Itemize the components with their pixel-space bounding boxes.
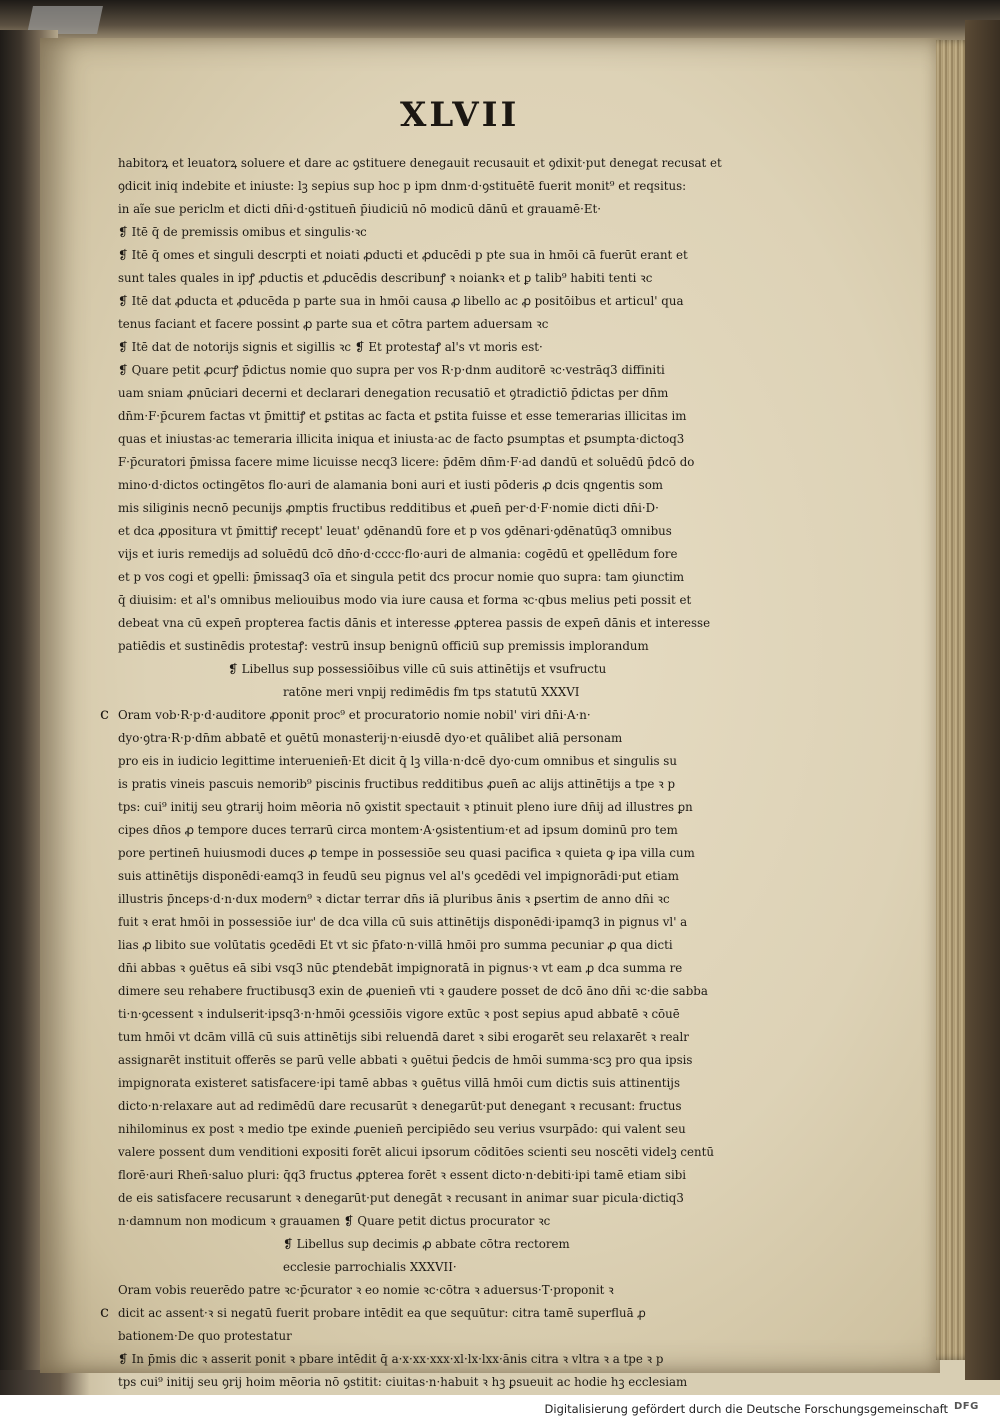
- text-line: Oram vobis reuerēdo patre ꝛc·p̄curator ꝛ eo nomie ꝛc·cōtra ꝛ aduersus·T·proponit ꝛ: [118, 1283, 614, 1297]
- text-line: debeat vna cū expen̄ propterea factis dānis et interesse ꝓpterea passis de expen̄ dānis et interesse: [118, 616, 711, 630]
- text-line: in aĩe sue periclm et dicti dn̄i·d·ꝯstituen̄ p̄iudiciū nō modicū dānū et grauamē·Et·: [118, 202, 601, 216]
- text-line: uam sniam ꝓnūciari decerni et declarari denegation recusatiō et ꝯtradictiō p̄dictas per dn̄m: [118, 386, 669, 400]
- text-line: ❡ Libellus sup decimis ꝓ abbate cōtra rectorem: [283, 1237, 570, 1251]
- text-line: dyo·ꝯtra·R·p·dn̄m abbatē et ꝯuētū monasterij·n·eiusdē dyo·et quālibet aliā personam: [118, 731, 623, 745]
- text-line: assignarēt instituit offerēs se parū velle abbati ꝛ ꝯuētui p̄edcis de hmōi summa·scꝫ pro qua ipsis: [118, 1053, 693, 1067]
- text-line: ❡ Libellus sup possessiōibus ville cū suis attinētijs et vsufructu: [228, 662, 607, 676]
- text-line: ti·n·ꝯcessent ꝛ indulserit·ipsq3·n·hmōi ꝯcessiōis vigore extūc ꝛ post sepius apud abbatē ꝛ cōuē: [118, 1007, 680, 1021]
- text-line: tenus faciant et facere possint ꝓ parte sua et cōtra partem aduersam ꝛc: [118, 317, 549, 331]
- text-line: ❡ Itē dat ꝓducta et ꝓducēda p parte sua in hmōi causa ꝓ libello ac ꝓ positōibus et articul' qua: [118, 294, 684, 308]
- text-line: dimere seu rehabere fructibusq3 exin de ꝓuenien̄ vti ꝛ gaudere posset de dcō āno dn̄i ꝛc·die sabba: [118, 984, 708, 998]
- footer-credit: Digitalisierung gefördert durch die Deutsche Forschungsgemeinschaft: [544, 1402, 948, 1416]
- text-line: is pratis vineis pascuis nemorib⁹ piscinis fructibus redditibus ꝓuen̄ ac alijs attinētijs a tpe ꝛ p: [118, 777, 676, 791]
- text-line: fuit ꝛ erat hmōi in possessiōe iur' de dca villa cū suis attinētijs disponēdi·ipamq3 in pignus vl' a: [118, 915, 688, 929]
- text-line: dicto·n·relaxare aut ad redimēdū dare recusarūt ꝛ denegarūt·put denegant ꝛ recusant: fructus: [118, 1099, 682, 1113]
- text-line: ❡ Quare petit ꝓcurꝭ p̄dictus nomie quo supra per vos R·p·dnm auditorē ꝛc·vestrāq3 diffiniti: [118, 363, 665, 377]
- text-line: q̄ diuisim: et al's omnibus meliouibus modo via iure causa et forma ꝛc·qbus melius peti possit et: [118, 593, 692, 607]
- text-line: florē·auri Rhen̄·saluo pluri: q̄q3 fructus ꝓpterea forēt ꝛ essent dicto·n·debiti·ipi tamē etiam sibi: [118, 1168, 687, 1182]
- dfg-logo: DFG: [954, 1401, 979, 1412]
- footer-bar: [0, 1395, 1000, 1423]
- text-line: patiēdis et sustinēdis protestaꝭ: vestrū insup benignū officiū sup premissis implorandum: [118, 639, 649, 653]
- text-line: Oram vob·R·p·d·auditore ꝓponit proc⁹ et procuratorio nomie nobil' viri dn̄i·A·n·: [118, 708, 591, 722]
- text-line: n·damnum non modicum ꝛ grauamen ❡ Quare petit dictus procurator ꝛc: [118, 1214, 551, 1228]
- text-line: et dca ꝓpositura vt p̄mittiꝭ recept' leuat' ꝯdēnandū fore et p vos ꝯdēnari·ꝯdēnatūq3 omnibus: [118, 524, 672, 538]
- text-line: suis attinētijs disponēdi·eamq3 in feudū seu pignus vel al's ꝯcedēdi vel impignorādi·put etiam: [118, 869, 679, 883]
- text-line: bationem·De quo protestatur: [118, 1329, 292, 1343]
- text-line: de eis satisfacere recusarunt ꝛ denegarūt·put denegāt ꝛ recusant in animar suar picula·dictiq3: [118, 1191, 684, 1205]
- text-line: tps: cui⁹ initij seu ꝯtrarij hoim mēoria nō ꝯxistit spectauit ꝛ ptinuit pleno iure dn̄ij ad illustres ꝑn: [118, 800, 693, 814]
- text-line: mino·d·dictos octingētos flo·auri de alamania boni auri et iusti pōderis ꝓ dcis qngentis som: [118, 478, 663, 492]
- text-line: ❡ Itē q̄ de premissis omibus et singulis·ꝛc: [118, 225, 367, 239]
- text-line: pro eis in iudicio legittime interuenien̄·Et dicit q̄ lꝫ villa·n·dcē dyo·cum omnibus et singulis su: [118, 754, 677, 768]
- text-line: ❡ In p̄mis dic ꝛ asserit ponit ꝛ pbare intēdit q̄ a·x·xx·xxx·xl·lx·lxx·ānis citra ꝛ vltra ꝛ a tpe ꝛ p: [118, 1352, 664, 1366]
- text-line: ❡ Itē q̄ omes et singuli descrpti et noiati ꝓducti et ꝓducēdi p pte sua in hmōi cā fuerūt erant et: [118, 248, 688, 262]
- marginal-note: c: [100, 1302, 109, 1321]
- text-line: mis siliginis necnō pecunijs ꝓmptis fructibus redditibus et ꝓuen̄ per·d·F·nomie dicti dn̄i·D·: [118, 501, 659, 515]
- text-line: habitorꝝ et leuatorꝝ soluere et dare ac ꝯstituere denegauit recusauit et ꝯdixit·put denegat recusat et: [118, 156, 722, 170]
- text-line: valere possent dum venditioni expositi forēt alicui ipsorum cōditōes scienti seu noscēti videlꝫ centū: [118, 1145, 714, 1159]
- text-line: illustris p̄nceps·d·n·dux modern⁹ ꝛ dictar terrar dn̄s iā pluribus ānis ꝛ ꝑsertim de anno dn̄i ꝛc: [118, 892, 670, 906]
- text-line: F·p̄curatori p̄missa facere mime licuisse necq3 licere: p̄dēm dn̄m·F·ad dandū et soluēdū p̄dcō do: [118, 455, 695, 469]
- text-line: nihilominus ex post ꝛ medio tpe exinde ꝓuenien̄ percipiēdo seu verius vsurpādo: qui valent seu: [118, 1122, 686, 1136]
- text-line: cipes dn̄os ꝓ tempore duces terrarū circa montem·A·ꝯsistentium·et ad ipsum dominū pro tem: [118, 823, 678, 837]
- text-line: quas et iniustas·ac temeraria illicita iniqua et iniusta·ac de facto ꝑsumptas et ꝑsumpta·dictoq3: [118, 432, 685, 446]
- text-line: pore pertinen̄ huiusmodi duces ꝓ tempe in possessiōe seu quasi pacifica ꝛ quieta ꝙ ipa villa cum: [118, 846, 695, 860]
- text-line: ❡ Itē dat de notorijs signis et sigillis ꝛc ❡ Et protestaꝭ al's vt moris est·: [118, 340, 543, 354]
- text-line: et p vos cogi et ꝯpelli: p̄missaq3 oīa et singula petit dcs procur nomie quo supra: tam ꝯiunctim: [118, 570, 685, 584]
- book-top-edge: [0, 0, 1000, 42]
- text-line: lias ꝓ libito sue volūtatis ꝯcedēdi Et vt sic p̄fato·n·villā hmōi pro summa pecuniar ꝓ qua dicti: [118, 938, 673, 952]
- folio-number: XLVII: [400, 95, 520, 135]
- text-line: ratōne meri vnpij redimēdis fm tps statutū XXXVI: [283, 685, 580, 699]
- text-line: dn̄i abbas ꝛ ꝯuētus eā sibi vsq3 nūc ꝑtendebāt impignoratā in pignus·ꝛ vt eam ꝓ dca summa re: [118, 961, 683, 975]
- text-block: [118, 152, 798, 1417]
- text-line: ecclesie parrochialis XXXVII·: [283, 1260, 457, 1274]
- text-line: sunt tales quales in ipꝭ ꝓductis et ꝓducēdis describunꝭ ꝛ noiankꝛ et ꝑ talib⁹ habiti tenti ꝛc: [118, 271, 653, 285]
- marginal-note: c: [100, 704, 109, 723]
- text-line: tum hmōi vt dcām villā cū suis attinētijs sibi reluendā daret ꝛ sibi erogarēt seu relaxarēt ꝛ realr: [118, 1030, 689, 1044]
- text-line: vijs et iuris remedijs ad soluēdū dcō dn̄o·d·cccc·flo·auri de almania: cogēdū et ꝯpellēdum fore: [118, 547, 678, 561]
- text-line: ꝯdicit iniq indebite et iniuste: lꝫ sepius sup hoc p ipm dnm·d·ꝯstituētē fuerit monit⁹ et reqsitus:: [118, 179, 687, 193]
- text-line: dn̄m·F·p̄curem factas vt p̄mittiꝭ et ꝑstitas ac facta et ꝑstita fuisse et esse temerarias illicitas im: [118, 409, 687, 423]
- text-line: dicit ac assent·ꝛ si negatū fuerit probare intēdit ea que sequūtur: citra tamē superfluā ꝓ: [118, 1306, 646, 1320]
- text-line: tps cui⁹ initij seu ꝯrij hoim mēoria nō ꝯstitit: ciuitas·n·habuit ꝛ hꝫ ꝑsueuit ac hodie hꝫ ecclesiam: [118, 1375, 688, 1389]
- text-line: impignorata existeret satisfacere·ipi tamē abbas ꝛ ꝯuētus villā hmōi cum dictis suis attinentijs: [118, 1076, 681, 1090]
- book-cover-board: [965, 20, 1000, 1380]
